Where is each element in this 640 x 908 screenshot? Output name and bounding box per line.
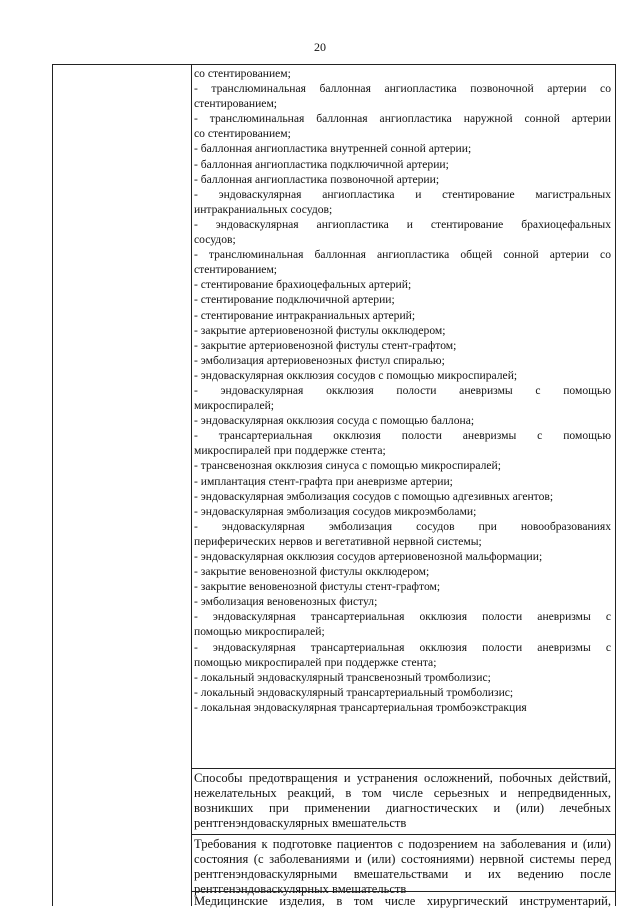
page-number: 20 bbox=[314, 40, 326, 54]
list-line: - закрытие артериовенозной фистулы стент-графтом; bbox=[194, 338, 457, 352]
list-line: - баллонная ангиопластика позвоночной артерии; bbox=[194, 172, 440, 186]
table-right-column bbox=[192, 65, 615, 906]
cell-line: Требования к подготовке пациентов с подозрением на заболевания и (или) bbox=[194, 837, 611, 851]
cell-line: рентгенэндоваскулярных вмешательств bbox=[194, 816, 407, 831]
list-line: - эндоваскулярная ангиопластика и стентирование магистральных bbox=[194, 187, 611, 201]
cell-line: возникших при применении диагностических и (или) лечебных bbox=[194, 801, 611, 816]
list-line: стентированием; bbox=[194, 97, 278, 111]
list-line: - баллонная ангиопластика внутренней сонной артерии; bbox=[194, 142, 472, 156]
list-line: - имплантация стент-графта при аневризме артерии; bbox=[194, 474, 453, 488]
list-line: сосудов; bbox=[194, 233, 236, 247]
list-line: - локальный эндоваскулярный трансартериальный тромболизис; bbox=[194, 685, 514, 699]
list-line: - стентирование интракраниальных артерий; bbox=[194, 308, 416, 322]
list-line: интракраниальных сосудов; bbox=[194, 202, 333, 216]
list-line: со стентированием; bbox=[194, 127, 291, 141]
table-left-column bbox=[53, 65, 192, 906]
list-line: - эндоваскулярная окклюзия сосудов артериовенозной мальформации; bbox=[194, 550, 543, 563]
list-line: - эндоваскулярная эмболизация сосудов с помощью адгезивных агентов; bbox=[194, 489, 554, 503]
list-line: - трансвенозная окклюзия синуса с помощью микроспиралей; bbox=[194, 459, 501, 473]
list-line: - эндоваскулярная окклюзия сосудов с помощью микроспиралей; bbox=[194, 368, 518, 382]
list-line: - эндоваскулярная трансартериальная окклюзия полости аневризмы с bbox=[194, 610, 611, 624]
complications-prevention-cell bbox=[194, 770, 611, 832]
list-line: - эмболизация артериовенозных фистул спиралью; bbox=[194, 353, 445, 367]
list-line: - транслюминальная баллонная ангиопластика позвоночной артерии со bbox=[194, 82, 611, 96]
row-divider bbox=[192, 834, 615, 835]
list-line: микроспиралей при поддержке стента; bbox=[194, 444, 386, 458]
list-line: со стентированием; bbox=[194, 67, 291, 80]
cell-line: нежелательных реакций, в том числе серьезных и непредвиденных, bbox=[194, 786, 611, 801]
cell-line: Медицинские изделия, в том числе хирургический инструментарий, bbox=[194, 894, 611, 908]
list-line: - эндоваскулярная эмболизация сосудов микроэмболами; bbox=[194, 504, 477, 518]
cell-line: состояния (с заболеваниями и (или) состояниями) нервной системы перед bbox=[194, 852, 611, 867]
list-line: - эндоваскулярная эмболизация сосудов при новообразованиях bbox=[194, 519, 611, 533]
cell-line: рентгенэндоваскулярными вмешательствами и их ведению после bbox=[194, 867, 611, 882]
list-line: - эндоваскулярная окклюзия полости аневризмы с помощью bbox=[194, 383, 611, 397]
content-table bbox=[52, 64, 616, 906]
procedures-list bbox=[194, 66, 611, 715]
list-line: - транслюминальная баллонная ангиопластика наружной сонной артерии bbox=[194, 112, 611, 126]
list-line: стентированием; bbox=[194, 263, 278, 277]
list-line: - закрытие веновенозной фистулы окклюдером; bbox=[194, 565, 430, 579]
list-line: - эндоваскулярная трансартериальная окклюзия полости аневризмы с bbox=[194, 640, 611, 654]
list-line: - эмболизация веновенозных фистул; bbox=[194, 595, 378, 609]
list-line: - локальная эндоваскулярная трансартериальная тромбоэкстракция bbox=[194, 700, 527, 714]
list-line: - трансартериальная окклюзия полости аневризмы с помощью bbox=[194, 429, 611, 443]
row-divider bbox=[192, 768, 615, 769]
list-line: - закрытие артериовенозной фистулы окклюдером; bbox=[194, 323, 446, 337]
list-line: - транслюминальная баллонная ангиопластика общей сонной артерии со bbox=[194, 248, 611, 262]
patient-preparation-cell bbox=[194, 836, 611, 898]
list-line: - эндоваскулярная окклюзия сосуда с помощью баллона; bbox=[194, 414, 475, 428]
list-line: - стентирование подключичной артерии; bbox=[194, 293, 395, 307]
list-line: помощью микроспиралей; bbox=[194, 625, 325, 639]
list-line: помощью микроспиралей при поддержке стента; bbox=[194, 655, 437, 669]
cell-line: Способы предотвращения и устранения осложнений, побочных действий, bbox=[194, 771, 611, 785]
cell-line: рентгенэндоваскулярных вмешательств bbox=[194, 882, 407, 897]
list-line: - стентирование брахиоцефальных артерий; bbox=[194, 278, 412, 292]
medical-devices-cell bbox=[194, 893, 611, 908]
list-line: микроспиралей; bbox=[194, 399, 275, 413]
list-line: - закрытие веновенозной фистулы стент-графтом; bbox=[194, 580, 441, 594]
list-line: периферических нервов и вегетативной нервной системы; bbox=[194, 534, 482, 548]
list-line: - баллонная ангиопластика подключичной артерии; bbox=[194, 157, 449, 171]
list-line: - локальный эндоваскулярный трансвенозный тромболизис; bbox=[194, 670, 491, 684]
list-line: - эндоваскулярная ангиопластика и стентирование брахиоцефальных bbox=[194, 217, 611, 231]
row-divider bbox=[192, 891, 615, 892]
